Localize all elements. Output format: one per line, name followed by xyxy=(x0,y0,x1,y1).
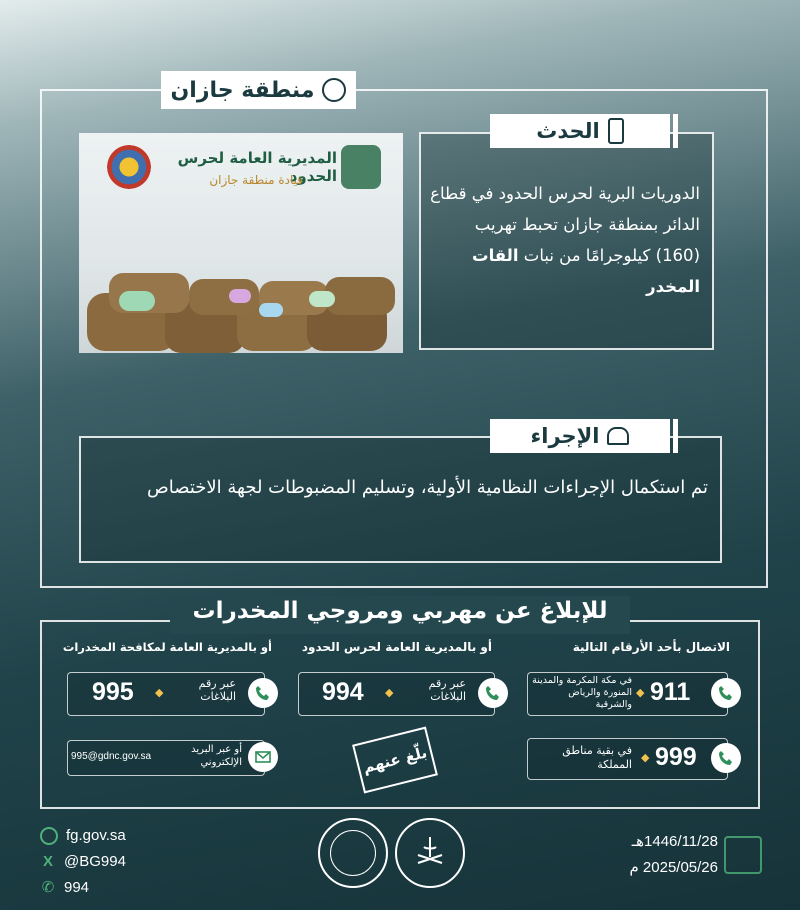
twitter-handle[interactable]: @BG994 xyxy=(64,853,126,870)
event-text-bold: القات المخدر xyxy=(472,246,700,296)
envelope-icon xyxy=(248,742,278,772)
number-995: 995 xyxy=(92,678,134,706)
stamp-text: بلّغ عنهم xyxy=(361,743,429,777)
footer-phone[interactable]: 994 xyxy=(64,879,90,896)
footer-links xyxy=(40,823,126,901)
magnifier-icon xyxy=(322,78,346,102)
arrow-icon: ◆ xyxy=(155,686,164,699)
saudi-emblem xyxy=(395,818,465,888)
number-999: 999 xyxy=(655,743,697,771)
package xyxy=(309,291,335,307)
globe-icon xyxy=(40,827,58,845)
package xyxy=(119,291,155,311)
phone-icon xyxy=(478,678,508,708)
seizure-photo xyxy=(79,133,403,353)
website-link[interactable]: fg.gov.sa xyxy=(66,827,126,844)
report-heading: للإبلاغ عن مهربي ومروجي المخدرات xyxy=(192,598,608,624)
calendar-icon xyxy=(724,836,762,874)
event-title: الحدث xyxy=(536,119,600,143)
email-address[interactable]: 995@gdnc.gov.sa xyxy=(71,751,152,762)
action-tag-bar xyxy=(673,419,678,453)
event-tag xyxy=(490,114,670,148)
event-text-body: الدوريات البرية لحرس الحدود في قطاع الدائر بمنطقة جازان تحبط تهريب (160) كيلوجرامًا من نبات xyxy=(430,184,700,265)
email-label: أو عبر البريد الإلكتروني xyxy=(191,744,242,768)
logo-emblem-left xyxy=(107,145,151,189)
phone-icon xyxy=(248,678,278,708)
x-icon: X xyxy=(42,853,53,870)
sack xyxy=(325,277,395,315)
border-guard-emblem xyxy=(318,818,388,888)
col3-header: أو بالمديرية العامة لمكافحة المخدرات xyxy=(62,640,272,654)
twitter-row[interactable] xyxy=(40,849,126,875)
date-hijri: 1446/11/28هـ xyxy=(631,833,718,850)
website-row[interactable] xyxy=(40,823,126,849)
event-tag-bar xyxy=(673,114,678,148)
region-title: منطقة جازان xyxy=(170,77,315,103)
alarm-light-icon xyxy=(607,427,629,445)
desc-999: في بقية مناطق المملكة xyxy=(562,744,632,771)
photo-banner-title: المديرية العامة لحرس الحدود xyxy=(177,149,337,185)
number-911: 911 xyxy=(650,678,691,706)
date-greg: 2025/05/26 م xyxy=(629,859,718,876)
photo-banner-sub: قيادة منطقة جازان xyxy=(209,173,303,187)
arrow-icon: ◆ xyxy=(385,686,394,699)
action-text: تم استكمال الإجراءات النظامية الأولية، وتسليم المضبوطات لجهة الاختصاص xyxy=(147,477,708,498)
package xyxy=(259,303,283,317)
phone-row[interactable] xyxy=(40,875,126,901)
action-title: الإجراء xyxy=(530,424,600,448)
phone-icon: ✆ xyxy=(41,879,55,896)
desc-995: عبر رقم البلاغات xyxy=(198,677,236,703)
arrow-icon: ◆ xyxy=(641,751,650,764)
col2-header: أو بالمديرية العامة لحرس الحدود xyxy=(301,640,492,654)
desc-911: في مكة المكرمة والمدينة المنورة والرياض والشرقية xyxy=(532,675,632,710)
photo-banner xyxy=(79,133,403,203)
walkie-talkie-icon xyxy=(608,118,624,144)
logo-emblem-right xyxy=(341,145,381,189)
region-tag xyxy=(161,71,356,109)
event-text xyxy=(428,178,700,302)
arrow-icon: ◆ xyxy=(636,686,645,699)
phone-icon xyxy=(711,678,741,708)
phone-icon xyxy=(711,743,741,773)
col1-header: الاتصال بأحد الأرقام التالية xyxy=(572,640,730,654)
desc-994: عبر رقم البلاغات xyxy=(428,677,466,703)
package xyxy=(229,289,251,303)
number-994: 994 xyxy=(322,678,364,706)
action-tag xyxy=(490,419,670,453)
